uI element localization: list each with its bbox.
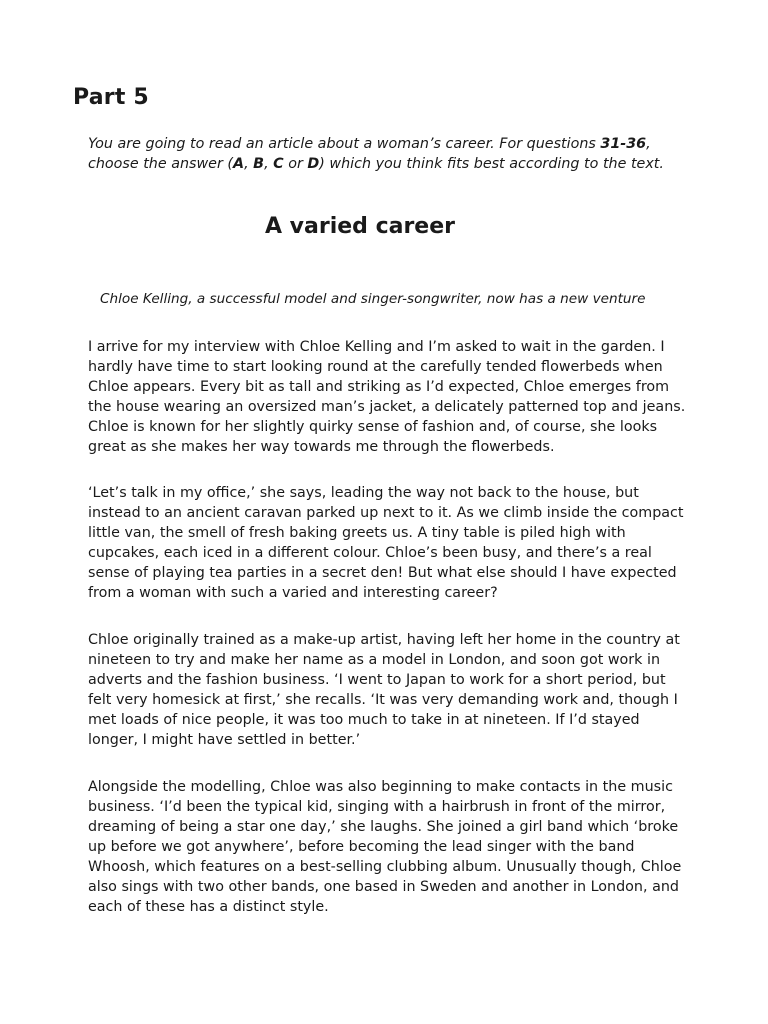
separator-1: , bbox=[244, 156, 254, 172]
option-b: B bbox=[253, 156, 265, 172]
separator-2: , bbox=[264, 156, 274, 172]
option-c: C bbox=[273, 156, 284, 172]
article-paragraph-3: Chloe originally trained as a make-up artist, having left her home in the country at nineteen to try and make her name as a model in London, and soon got work in adverts and the fashion business. ‘I went to Japan to work for a short period, but felt very homesick at first,’ she recalls. ‘It was very demanding work and, though I met loads of nice people, it was too much to take in at nineteen. If I’d stayed longer, I might have settled in better.’ bbox=[88, 632, 680, 748]
instructions bbox=[88, 134, 688, 174]
part-title: Part 5 bbox=[73, 85, 149, 110]
instructions-text-3: ) which you think fits best according to the text. bbox=[319, 156, 664, 172]
instructions-text-2: , choose the answer ( bbox=[88, 136, 651, 172]
article-paragraph-4: Alongside the modelling, Chloe was also beginning to make contacts in the music business. ‘I’d been the typical kid, singing with a hairbrush in front of the mirror, dreaming of being a star one day,’ she laughs. She joined a girl band which ‘broke up before we got anywhere’, before becoming the lead singer with the band Whoosh, which features on a best-selling clubbing album. Unusually though, Chloe also sings with two other bands, one based in Sweden and another in London, and each of these has a distinct style. bbox=[88, 779, 682, 915]
separator-3: or bbox=[283, 156, 308, 172]
instructions-text-1: You are going to read an article about a woman’s career. For questions bbox=[88, 136, 601, 152]
article-paragraph-2: ‘Let’s talk in my office,’ she says, leading the way not back to the house, but instead to an ancient caravan parked up next to it. As we climb inside the compact little van, the smell of fresh baking greets us. A tiny table is piled high with cupcakes, each iced in a different colour. Chloe’s been busy, and there’s a real sense of playing tea parties in a secret den! But what else should I have expected from a woman with such a varied and interesting career? bbox=[88, 485, 684, 601]
article-paragraph-1: I arrive for my interview with Chloe Kelling and I’m asked to wait in the garden. I hardly have time to start looking round at the carefully tended flowerbeds when Chloe appears. Every bit as tall and striking as I’d expected, Chloe emerges from the house wearing an oversized man’s jacket, a delicately patterned top and jeans. Chloe is known for her slightly quirky sense of fashion and, of course, she looks great as she makes her way towards me through the flowerbeds. bbox=[88, 339, 686, 455]
option-d: D bbox=[307, 156, 320, 172]
option-a: A bbox=[232, 156, 245, 172]
article-title: A varied career bbox=[264, 214, 456, 239]
question-range: 31-36 bbox=[600, 136, 647, 152]
article-subtitle: Chloe Kelling, a successful model and singer-songwriter, now has a new venture bbox=[100, 291, 646, 307]
